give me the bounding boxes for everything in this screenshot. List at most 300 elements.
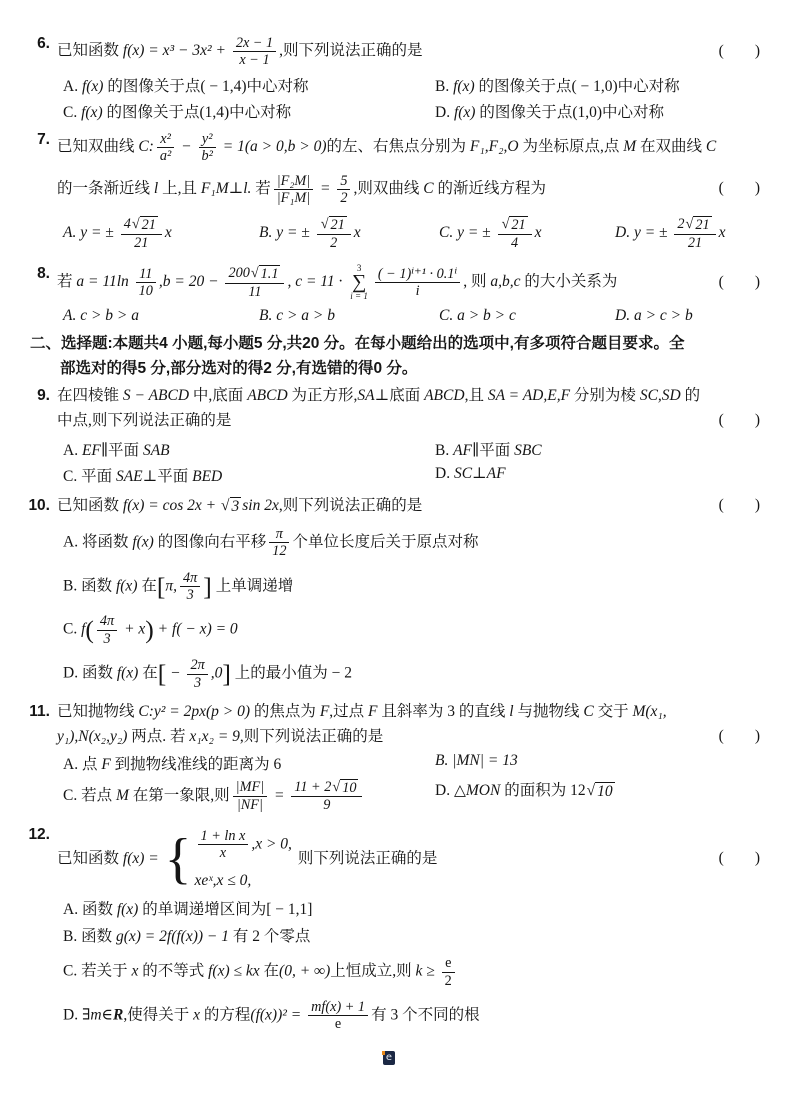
text-run: 的一条渐近线 (57, 180, 154, 198)
text-run: C. 平面 (63, 467, 116, 485)
section-2-instructions-line2: 部选对的得5 分,部分选对的得2 分,有选错的得0 分。 (60, 359, 418, 377)
math-run: |MF| (235, 779, 265, 796)
big-bracket: ] (203, 571, 212, 601)
text-run: D. (435, 464, 454, 482)
question-10-stem-text (57, 497, 422, 514)
fraction (269, 526, 289, 560)
math-run: 12 (272, 543, 287, 560)
math-run: |NF| (236, 796, 263, 813)
question-9-stem-text2 (57, 412, 231, 429)
question-7-stem-line1 (0, 130, 790, 166)
text-run: 中,底面 (189, 387, 248, 405)
numerator (308, 999, 368, 1016)
question-10-option-d (0, 656, 790, 692)
question-11-stem-text2 (57, 728, 383, 745)
text-run: 两点. 若 (127, 727, 190, 745)
math-run: 4π (99, 613, 115, 630)
denominator (291, 797, 362, 813)
text-run: 且斜率为 3 的直线 (377, 702, 510, 720)
math-run: ,b = 20 − (158, 273, 223, 291)
math-run: C (583, 702, 594, 720)
numerator (187, 657, 207, 674)
question-6-option-c (63, 100, 435, 122)
math-run: = 1(a > 0,b > 0) (218, 138, 327, 156)
question-12-option-a (0, 900, 790, 921)
text-run: e (334, 1016, 342, 1033)
question-11 (0, 702, 790, 815)
text-run: 上的最小值为 − 2 (230, 664, 352, 682)
question-11-option-d (435, 778, 790, 815)
text-run: 的大小关系为 (520, 273, 618, 291)
math-run: M (115, 786, 129, 804)
text-run: 的图像关于点( − 1,0)中心对称 (474, 77, 680, 95)
numerator (157, 131, 174, 148)
math-run: f(x) = (122, 850, 163, 867)
text-run: 在 (259, 962, 280, 980)
math-run: SAE (115, 467, 143, 485)
question-8-stem-text (57, 263, 618, 302)
text-run: B. (435, 77, 454, 95)
denominator (233, 797, 267, 813)
answer-bracket: ( ) (718, 179, 760, 197)
question-6-number: 6. (37, 35, 50, 52)
math-run: D. a > c > b (615, 307, 693, 325)
text-run: ⊥底面 (374, 387, 425, 405)
text-run: B. 函数 (63, 928, 116, 946)
question-12-option-b (0, 927, 790, 948)
text-run: C. (63, 103, 82, 121)
text-run: D. 函数 (63, 664, 117, 682)
math-run: f(x) (81, 103, 103, 121)
numerator (337, 173, 350, 190)
fraction (291, 779, 362, 814)
question-6-option-b (435, 74, 790, 96)
text-run: 的单调递增区间为[ − 1,1] (138, 901, 313, 919)
radicand: 21 (141, 217, 156, 234)
text-run: 在双曲线 (636, 138, 706, 156)
radical (251, 265, 281, 282)
math-run: EF (81, 441, 101, 459)
text-run: ∥平面 (100, 441, 143, 459)
question-7-stem-text1 (57, 130, 717, 165)
question-6-option-a (63, 74, 435, 96)
question-7 (0, 130, 790, 252)
question-8 (0, 264, 790, 325)
math-run: F (319, 702, 330, 720)
denominator (442, 973, 455, 989)
radical-sign: √ (221, 496, 230, 514)
question-8-option-c (439, 307, 615, 325)
math-run: 1 + ln x (200, 827, 246, 844)
radical-sign: √ (250, 265, 259, 282)
radicand: 21 (511, 217, 526, 234)
math-run: x² (160, 130, 171, 147)
math-run: AF (486, 464, 506, 482)
text-run: ⊥ (472, 464, 487, 482)
text-run: ,则下列说法正确的是 (278, 496, 423, 514)
fraction (317, 216, 351, 251)
big-bracket: ) (145, 615, 154, 645)
question-9 (0, 386, 790, 486)
sigma-symbol: ∑ (351, 271, 367, 294)
question-7-option-b (259, 215, 439, 252)
denominator (187, 675, 207, 691)
math-run: a = 11ln (76, 273, 133, 291)
piecewise-function (165, 827, 292, 893)
math-run: F₁M⊥l. (200, 180, 252, 198)
numerator (375, 266, 460, 283)
math-run: ∃m∈ (81, 1006, 114, 1024)
question-8-option-d (615, 307, 790, 325)
numerator (180, 570, 200, 587)
math-run: + f( − x) = 0 (153, 620, 238, 638)
denominator (317, 235, 351, 251)
radicand: 21 (695, 217, 710, 234)
summation (350, 264, 368, 301)
question-11-option-a (63, 752, 435, 774)
math-run: x (534, 224, 542, 242)
math-run: x₁x₂ = 9 (189, 727, 240, 745)
denominator (308, 1016, 368, 1032)
radicand: 3 (231, 497, 240, 515)
math-run: π (275, 525, 283, 542)
fraction (157, 131, 174, 165)
math-run: C. y = ± (439, 224, 495, 242)
denominator (269, 543, 289, 559)
text-run: A. (63, 441, 82, 459)
math-run: 5 (340, 172, 348, 189)
numerator (274, 173, 313, 190)
text-run: A. 将函数 (63, 533, 133, 551)
numerator (225, 265, 284, 283)
question-9-number: 9. (37, 387, 50, 405)
sum-upper-limit: 3 (356, 263, 362, 274)
math-run: g(x) = 2f(f(x)) − 1 (115, 928, 229, 946)
radical-sign: √ (332, 778, 341, 795)
math-run: i (415, 283, 420, 300)
math-run: f(x) (116, 664, 139, 682)
math-run: ABCD (424, 387, 465, 405)
text-run: e (445, 955, 452, 972)
text-run: ,使得关于 (123, 1006, 194, 1024)
text-run: D. △ (435, 781, 466, 799)
question-12-option-c (0, 954, 790, 990)
section-2-instructions-line1: 二、选择题:本题共4 小题,每小题5 分,共20 分。在每小题给出的选项中,有多项符合题目要求。全 (30, 335, 685, 353)
radical (332, 779, 358, 796)
answer-bracket: ( ) (718, 727, 760, 745)
numerator (233, 35, 276, 52)
text-run: 在第一象限,则 (128, 786, 230, 804)
math-run: 200 (228, 265, 250, 282)
text-run: ,过点 (329, 702, 369, 720)
math-run: 4 (511, 234, 519, 251)
text-run: B. 函数 (63, 577, 116, 595)
math-run: (f(x))² = (250, 1006, 306, 1024)
text-run: 的焦点为 (250, 702, 320, 720)
fraction (225, 265, 284, 300)
math-run: SA (357, 387, 375, 405)
question-11-option-c (63, 778, 435, 815)
text-run: D. (435, 103, 454, 121)
question-9-options (0, 438, 790, 486)
math-run: D. y = ± (615, 224, 672, 242)
math-run: S − ABCD (122, 387, 190, 405)
question-7-number: 7. (37, 130, 50, 148)
math-run: 4 (123, 216, 131, 233)
question-6-option-d (435, 100, 790, 122)
math-run: x (353, 224, 361, 242)
text-run: 上单调递增 (211, 577, 294, 595)
text-run: B. (435, 441, 454, 459)
question-10-option-a (0, 525, 790, 561)
text-run: 个单位长度后关于原点对称 (292, 533, 479, 551)
math-run: SAB (142, 441, 170, 459)
denominator (157, 148, 174, 164)
math-run: M(x₁, (632, 702, 667, 720)
radical (686, 216, 712, 233)
text-run: 已知函数 (57, 42, 123, 60)
radical (221, 497, 241, 516)
question-10-stem (0, 496, 790, 517)
math-run: 2 (677, 216, 685, 233)
math-run: π, (165, 577, 178, 595)
answer-bracket: ( ) (718, 273, 760, 291)
fraction (136, 266, 156, 300)
text-run: 在 (137, 577, 157, 595)
bold-math-run: R (113, 1006, 124, 1024)
math-run: F (368, 702, 378, 720)
math-run: − (177, 138, 196, 156)
question-7-options (0, 215, 790, 252)
math-run: C. a > b > c (439, 307, 516, 325)
text-run: C. (63, 620, 82, 638)
text-run: 已知函数 (57, 850, 123, 867)
text-run: 的方程 (200, 1006, 251, 1024)
math-run: M (623, 138, 637, 156)
text-run: A. 点 (63, 755, 102, 773)
numerator (269, 526, 289, 543)
denominator (225, 284, 284, 300)
math-run: SA = AD,E,F (487, 387, 571, 405)
math-run: C (423, 180, 434, 198)
question-8-stem (0, 264, 790, 301)
math-run: f(x) = x³ − 3x² + (122, 42, 230, 60)
math-run: |F₂M| (276, 172, 311, 189)
math-run: 2 (330, 234, 338, 251)
math-run: A. c > b > a (63, 307, 140, 325)
math-run: C:y² = 2px(p > 0) (138, 702, 251, 720)
text-run: ⊥平面 (142, 467, 193, 485)
text-run: , 则 (463, 273, 491, 291)
fraction (198, 828, 249, 862)
question-12-stem-text (57, 827, 438, 890)
math-run: b² (201, 148, 213, 165)
fraction (121, 216, 162, 251)
denominator (233, 52, 276, 68)
question-10-option-b (0, 569, 790, 605)
case-row (195, 871, 292, 892)
radical (587, 782, 615, 801)
fraction (442, 955, 455, 989)
math-run: f(x) ≤ kx (208, 962, 260, 980)
math-run: MON (465, 781, 501, 799)
math-run: f(x) (81, 77, 104, 95)
sum-lower-limit: i = 1 (350, 291, 368, 302)
math-run: f(x) = cos 2x + (122, 496, 220, 514)
radical (132, 216, 158, 233)
text-run: 已知函数 (57, 496, 123, 514)
text-run: 若 (251, 180, 271, 198)
text-run: 在 (138, 664, 158, 682)
math-run: x − 1 (239, 52, 270, 69)
big-bracket: ( (85, 615, 94, 645)
math-run: B. c > a > b (259, 307, 336, 325)
math-run: C: (138, 138, 154, 156)
math-run: mf(x) + 1 (311, 998, 366, 1015)
question-8-options (0, 307, 790, 325)
math-run: a,b,c (490, 273, 521, 291)
text-run: ,且 (464, 387, 488, 405)
text-run: 的左、右焦点分别为 (326, 138, 470, 156)
text-run: 为坐标原点,点 (518, 138, 624, 156)
math-run: 21 (134, 234, 149, 251)
radical-sign: √ (131, 216, 140, 233)
numerator (97, 613, 117, 630)
radical (502, 216, 528, 233)
radicand: 10 (597, 782, 613, 800)
text-run: 的渐近线方程为 (433, 180, 546, 198)
section-2-header (0, 333, 790, 380)
math-run: x (219, 844, 227, 861)
text-run: 的图像关于点(1,4)中心对称 (102, 103, 292, 121)
numerator (498, 216, 532, 234)
curly-brace: { (164, 827, 192, 890)
text-run: 的 (680, 387, 701, 405)
math-run: 3 (194, 674, 202, 691)
math-run: x (193, 1006, 201, 1024)
text-run: 交于 (593, 702, 633, 720)
denominator (136, 283, 156, 299)
question-12-number: 12. (28, 825, 50, 843)
math-run: k ≥ (415, 962, 439, 980)
question-6-options (0, 74, 790, 122)
math-run: l (153, 180, 159, 198)
question-7-option-d (615, 215, 790, 252)
math-run: ABCD (247, 387, 288, 405)
text-run: D. (63, 1006, 82, 1024)
text-run: 中点,则下列说法正确的是 (57, 411, 232, 429)
question-11-stem-line2 (0, 727, 790, 748)
question-6 (0, 34, 790, 122)
math-run: A. y = ± (63, 224, 118, 242)
math-run: a² (159, 148, 172, 165)
text-run: 与抛物线 (513, 702, 584, 720)
math-run: 21 (687, 234, 703, 251)
math-run: |F₁M| (276, 189, 311, 206)
math-run: 10 (138, 283, 153, 300)
math-run: BED (192, 467, 223, 485)
math-run: AF (453, 441, 473, 459)
math-run: f(x) (453, 103, 476, 121)
math-run: + x (120, 620, 146, 638)
big-bracket: ] (222, 659, 231, 689)
denominator (337, 190, 350, 206)
math-run: B. y = ± (259, 224, 314, 242)
radical-sign: √ (501, 216, 510, 233)
denominator (180, 587, 200, 603)
numerator (674, 216, 715, 234)
fraction (375, 266, 460, 300)
numerator (198, 828, 249, 845)
math-run: SC,SD (639, 387, 681, 405)
math-run: f(x) (116, 901, 139, 919)
math-run: y₁),N(x₂,y₂) (57, 727, 128, 745)
question-9-stem-line1 (0, 386, 790, 407)
fraction (199, 131, 216, 165)
text-run: ,则双曲线 (353, 180, 424, 198)
cases-rows (195, 827, 292, 893)
math-run: f(x) (453, 77, 475, 95)
text-run: C. 若关于 (63, 962, 132, 980)
text-run: 上,且 (158, 180, 201, 198)
numerator (121, 216, 162, 234)
math-run: f (81, 620, 86, 638)
text-run: ,则下列说法正确的是 (239, 727, 384, 745)
text-run: 已知双曲线 (57, 138, 139, 156)
numerator (136, 266, 156, 283)
math-run: x (718, 224, 726, 242)
math-run: 2π (190, 657, 205, 674)
question-6-stem-text (57, 35, 423, 69)
math-run: = (316, 180, 335, 198)
question-12-stem (0, 825, 790, 895)
text-run: ∥平面 (472, 441, 515, 459)
answer-bracket: ( ) (718, 411, 760, 429)
answer-bracket: ( ) (718, 496, 760, 514)
text-run: 有 2 个零点 (228, 928, 311, 946)
radicand: 10 (342, 779, 357, 796)
text-run: C. 若点 (63, 786, 116, 804)
text-run: 已知抛物线 (57, 702, 139, 720)
math-run: 9 (323, 797, 331, 814)
math-run: 11 + 2 (294, 778, 332, 795)
math-run: SC (453, 464, 473, 482)
text-run: 为正方形, (287, 387, 358, 405)
fraction (180, 570, 200, 604)
math-run: sin 2x (242, 496, 279, 514)
math-run: , c = 11 · (287, 273, 347, 291)
math-run: xeˣ,x ≤ 0, (194, 872, 252, 890)
numerator (442, 955, 455, 972)
question-8-option-a (63, 307, 259, 325)
question-12 (0, 825, 790, 1034)
case-row (195, 827, 292, 863)
denominator (198, 845, 249, 861)
question-7-stem-line2 (0, 172, 790, 208)
math-run: x (131, 962, 139, 980)
question-12-option-d (0, 998, 790, 1034)
fraction (187, 657, 207, 691)
numerator (291, 779, 362, 797)
question-9-option-b (435, 438, 790, 460)
math-run: − (166, 664, 185, 682)
numerator (199, 131, 216, 148)
denominator (97, 631, 117, 647)
math-run: 2x − 1 (235, 35, 274, 51)
math-run: 11 (139, 265, 153, 282)
math-run: x (164, 224, 172, 242)
fraction (233, 35, 276, 69)
